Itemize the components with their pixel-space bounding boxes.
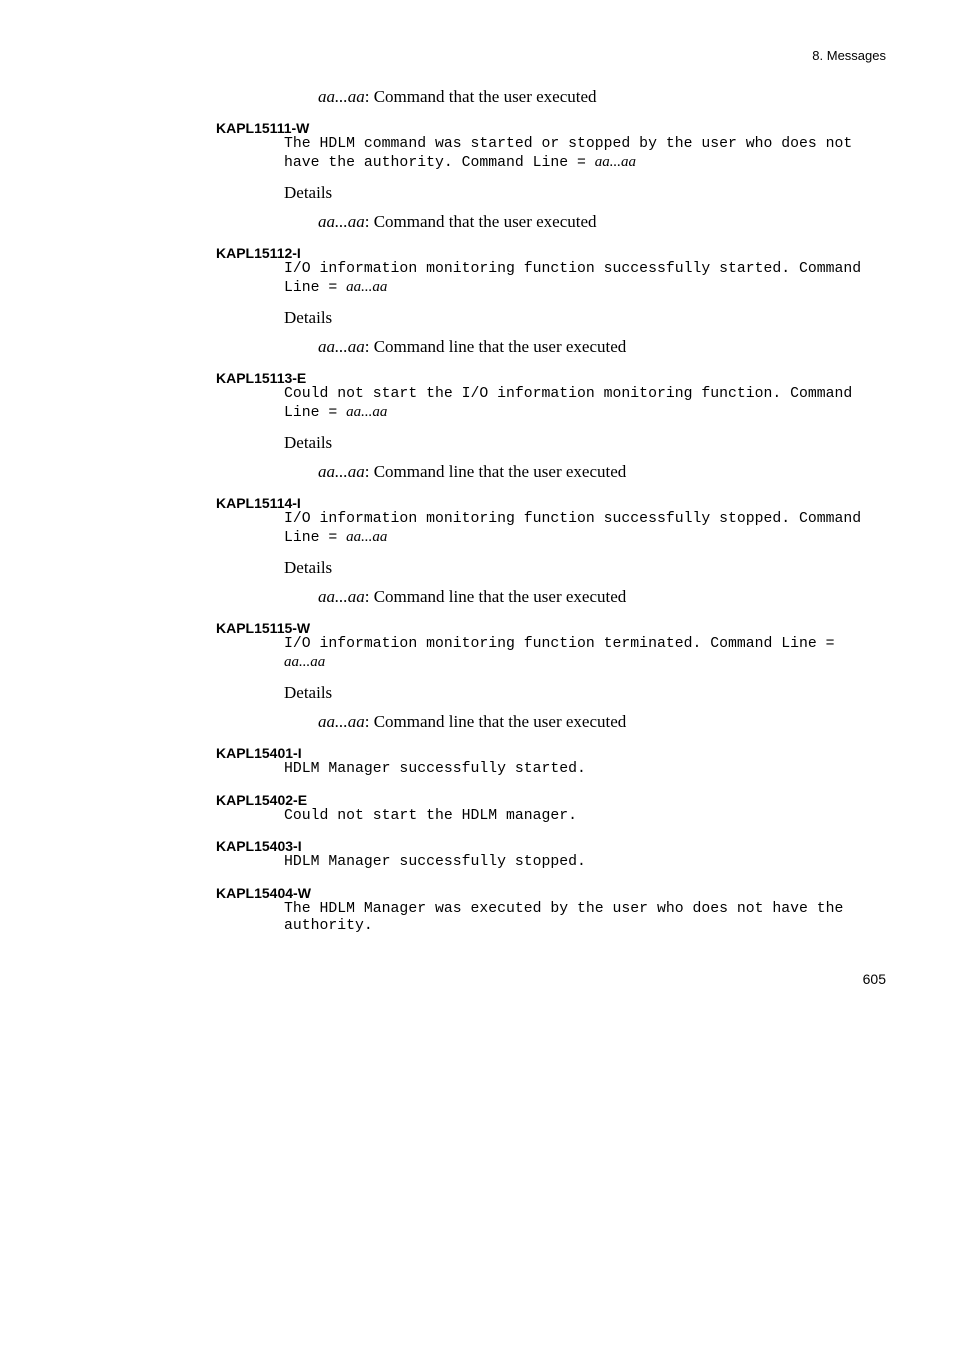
detail-line <box>318 461 954 482</box>
page-number: 605 <box>862 971 886 987</box>
detail-text: : Command line that the user executed <box>364 712 627 731</box>
message-code: KAPL15112-I <box>216 245 301 261</box>
message-list <box>0 86 954 936</box>
details-heading: Details <box>284 433 333 452</box>
detail-variable: aa...aa <box>318 462 365 481</box>
detail-variable: aa...aa <box>318 337 365 356</box>
detail-variable: aa...aa <box>318 212 365 231</box>
message-text: I/O information monitoring function successfully started. Command Line = aa...aa <box>284 261 871 296</box>
detail-line <box>318 211 954 232</box>
message-code: KAPL15114-I <box>216 495 301 511</box>
detail-variable: aa...aa <box>318 712 365 731</box>
detail-text: : Command line that the user executed <box>364 587 627 606</box>
detail-text: : Command line that the user executed <box>364 462 627 481</box>
message-text: I/O information monitoring function successfully stopped. Command Line = aa...aa <box>284 511 871 546</box>
message-variable: aa...aa <box>346 403 388 420</box>
details-heading: Details <box>284 308 333 327</box>
detail-line <box>318 586 954 607</box>
message-code: KAPL15403-I <box>216 838 302 854</box>
detail-text: : Command line that the user executed <box>364 337 627 356</box>
intro-detail-line <box>318 86 954 107</box>
detail-line <box>318 711 954 732</box>
details-heading: Details <box>284 558 333 577</box>
detail-variable: aa...aa <box>318 87 365 106</box>
message-text: I/O information monitoring function terminated. Command Line = aa...aa <box>284 636 844 670</box>
details-heading: Details <box>284 683 333 702</box>
message-text: HDLM Manager successfully started. <box>284 761 586 777</box>
detail-text: : Command that the user executed <box>364 87 597 106</box>
detail-text: : Command that the user executed <box>364 212 597 231</box>
message-text: Could not start the I/O information monitoring function. Command Line = aa...aa <box>284 386 862 421</box>
message-text: The HDLM Manager was executed by the user who does not have the authority. <box>284 900 853 934</box>
message-variable: aa...aa <box>594 153 637 170</box>
detail-line <box>318 336 954 357</box>
message-variable: aa...aa <box>284 653 326 670</box>
message-variable: aa...aa <box>346 278 388 295</box>
message-variable: aa...aa <box>346 528 388 545</box>
running-header: 8. Messages <box>812 48 886 63</box>
message-text: HDLM Manager successfully stopped. <box>284 854 586 870</box>
message-code: KAPL15402-E <box>216 791 308 808</box>
message-code: KAPL15113-E <box>216 370 307 386</box>
details-heading: Details <box>284 183 333 202</box>
message-code: KAPL15404-W <box>216 884 311 901</box>
message-code: KAPL15115-W <box>216 620 311 636</box>
message-text: Could not start the HDLM manager. <box>284 807 578 824</box>
message-code: KAPL15111-W <box>216 120 310 136</box>
message-code: KAPL15401-I <box>216 745 302 761</box>
detail-variable: aa...aa <box>318 587 365 606</box>
message-text: The HDLM command was started or stopped by the user who does not have the authority. Command Line = aa...aa <box>284 136 862 171</box>
